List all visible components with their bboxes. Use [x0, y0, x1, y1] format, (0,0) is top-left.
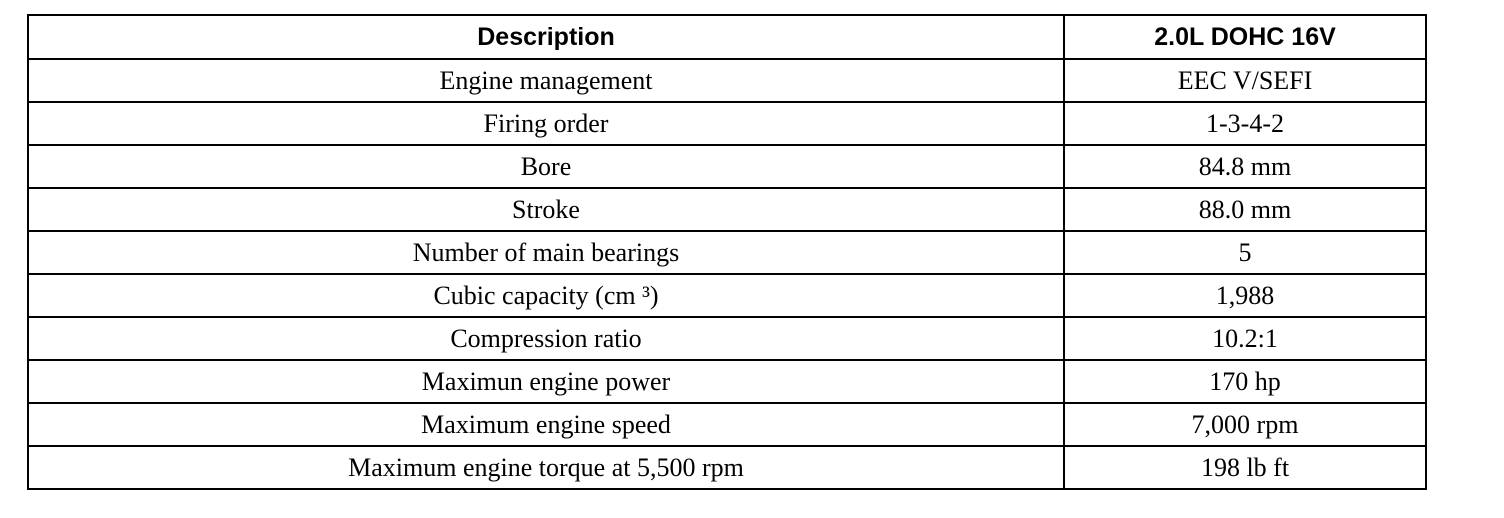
row-description: Number of main bearings — [28, 231, 1064, 274]
row-description: Engine management — [28, 59, 1064, 102]
row-value: 1-3-4-2 — [1064, 102, 1426, 145]
table-row — [28, 317, 1426, 360]
row-value: EEC V/SEFI — [1064, 59, 1426, 102]
table-row — [28, 360, 1426, 403]
row-value: 7,000 rpm — [1064, 403, 1426, 446]
table-row — [28, 188, 1426, 231]
table-row — [28, 231, 1426, 274]
row-value: 10.2:1 — [1064, 317, 1426, 360]
header-description: Description — [28, 15, 1064, 59]
row-description: Bore — [28, 145, 1064, 188]
row-description: Maximum engine torque at 5,500 rpm — [28, 446, 1064, 489]
table-row — [28, 403, 1426, 446]
table-row — [28, 446, 1426, 489]
table-header-row — [28, 15, 1426, 59]
table-row — [28, 274, 1426, 317]
row-description: Stroke — [28, 188, 1064, 231]
table-row — [28, 59, 1426, 102]
row-description: Cubic capacity (cm ³) — [28, 274, 1064, 317]
row-description: Maximun engine power — [28, 360, 1064, 403]
row-description: Firing order — [28, 102, 1064, 145]
row-value: 170 hp — [1064, 360, 1426, 403]
row-value: 1,988 — [1064, 274, 1426, 317]
row-value: 84.8 mm — [1064, 145, 1426, 188]
row-description: Compression ratio — [28, 317, 1064, 360]
row-description: Maximum engine speed — [28, 403, 1064, 446]
header-engine: 2.0L DOHC 16V — [1064, 15, 1426, 59]
table-row — [28, 145, 1426, 188]
engine-spec-table — [27, 14, 1427, 490]
row-value: 198 lb ft — [1064, 446, 1426, 489]
row-value: 5 — [1064, 231, 1426, 274]
table-row — [28, 102, 1426, 145]
row-value: 88.0 mm — [1064, 188, 1426, 231]
